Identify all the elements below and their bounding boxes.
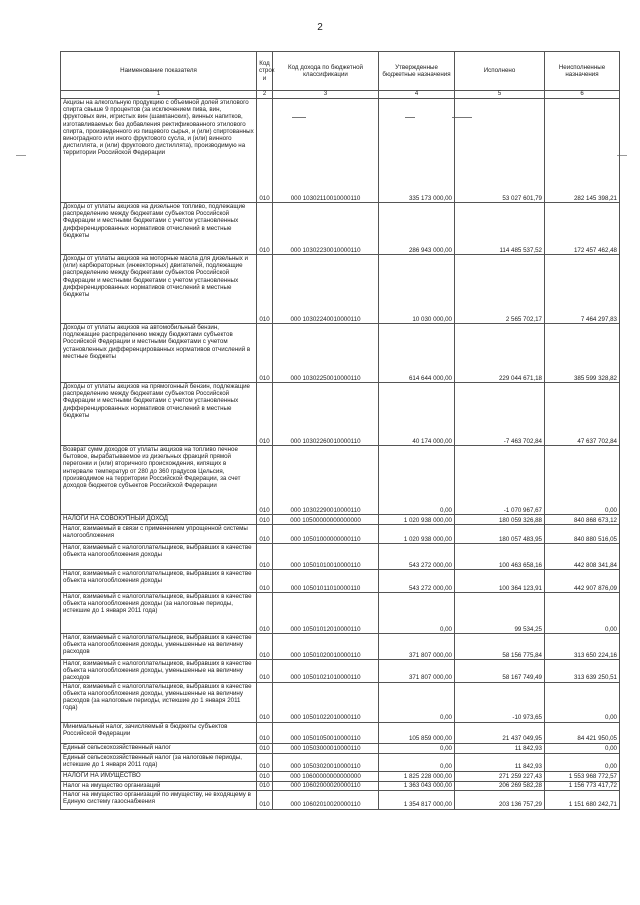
row-executed: -7 463 702,84 xyxy=(455,383,545,446)
row-executed: 206 269 582,28 xyxy=(455,781,545,790)
header-code: Код строк и xyxy=(257,52,273,91)
row-name: Налог, взимаемый в связи с применением упрощенной системы налогообложения xyxy=(61,525,257,544)
row-unexecuted: 1 151 680 242,71 xyxy=(545,790,620,809)
row-unexecuted: 0,00 xyxy=(545,753,620,771)
row-unexecuted: 0,00 xyxy=(545,743,620,753)
row-approved: 40 174 000,00 xyxy=(379,383,455,446)
row-approved: 614 644 000,00 xyxy=(379,324,455,383)
header-unexecuted: Неисполненные назначения xyxy=(545,52,620,91)
row-code: 010 xyxy=(257,324,273,383)
row-approved: 1 354 817 000,00 xyxy=(379,790,455,809)
row-code: 010 xyxy=(257,771,273,781)
row-executed: 114 485 537,52 xyxy=(455,203,545,255)
row-approved: 1 363 043 000,00 xyxy=(379,781,455,790)
column-number: 6 xyxy=(545,91,620,99)
row-code: 010 xyxy=(257,383,273,446)
row-executed: 180 059 326,88 xyxy=(455,515,545,525)
row-budget-code: 000 10501021010000110 xyxy=(273,660,379,683)
table-row xyxy=(61,446,620,515)
row-code: 010 xyxy=(257,446,273,515)
table-row xyxy=(61,743,620,753)
table-row xyxy=(61,634,620,660)
row-unexecuted: 47 637 702,84 xyxy=(545,383,620,446)
row-unexecuted: 1 553 968 772,57 xyxy=(545,771,620,781)
row-executed: 2 565 702,17 xyxy=(455,255,545,324)
row-unexecuted: 840 868 673,12 xyxy=(545,515,620,525)
row-name: Налог на имущество организаций xyxy=(61,781,257,790)
row-approved: 0,00 xyxy=(379,593,455,634)
row-unexecuted: 313 639 250,51 xyxy=(545,660,620,683)
row-executed: -1 070 967,67 xyxy=(455,446,545,515)
row-name: НАЛОГИ НА СОВОКУПНЫЙ ДОХОД xyxy=(61,515,257,525)
row-executed: 100 463 658,16 xyxy=(455,544,545,570)
table-row xyxy=(61,790,620,809)
row-name: Доходы от уплаты акцизов на прямогонный бензин, подлежащие распределению между бюджетами субъектов Российской Федерации и местными бюджетами с учетом установленных дифференцированных нормативов отчислений в местные бюджеты xyxy=(61,383,257,446)
row-budget-code: 000 10302230010000110 xyxy=(273,203,379,255)
row-approved: 543 272 000,00 xyxy=(379,544,455,570)
table-row xyxy=(61,383,620,446)
column-number: 3 xyxy=(273,91,379,99)
row-executed: -10 973,65 xyxy=(455,682,545,722)
row-code: 010 xyxy=(257,593,273,634)
table-row xyxy=(61,781,620,790)
row-executed: 271 259 227,43 xyxy=(455,771,545,781)
row-executed: 203 136 757,29 xyxy=(455,790,545,809)
table-row xyxy=(61,682,620,722)
row-unexecuted: 0,00 xyxy=(545,593,620,634)
row-approved: 286 943 000,00 xyxy=(379,203,455,255)
row-approved: 0,00 xyxy=(379,753,455,771)
row-budget-code: 000 10302290010000110 xyxy=(273,446,379,515)
row-code: 010 xyxy=(257,99,273,203)
table-row xyxy=(61,771,620,781)
row-code: 010 xyxy=(257,781,273,790)
row-unexecuted: 282 145 398,21 xyxy=(545,99,620,203)
row-name: Возврат сумм доходов от уплаты акцизов на топливо печное бытовое, вырабатываемое из дизельных фракций прямой перегонки и (или) вторичного происхождения, кипящих в интервале температур от 280 до 360 градусов Цельсия, производимое на территории Российской Федерации, за счет доходов бюджетов субъектов Российской Федерации xyxy=(61,446,257,515)
column-number: 4 xyxy=(379,91,455,99)
row-unexecuted: 1 156 773 417,72 xyxy=(545,781,620,790)
row-approved: 335 173 000,00 xyxy=(379,99,455,203)
column-number-row xyxy=(61,91,620,99)
row-unexecuted: 840 880 516,05 xyxy=(545,525,620,544)
column-number: 5 xyxy=(455,91,545,99)
row-code: 010 xyxy=(257,722,273,743)
row-name: НАЛОГИ НА ИМУЩЕСТВО xyxy=(61,771,257,781)
row-budget-code: 000 10503000010000110 xyxy=(273,743,379,753)
row-budget-code: 000 10602000020000110 xyxy=(273,781,379,790)
row-unexecuted: 172 457 462,48 xyxy=(545,203,620,255)
row-budget-code: 000 10501020010000110 xyxy=(273,634,379,660)
table-row xyxy=(61,660,620,683)
table-header-row xyxy=(61,52,620,91)
row-unexecuted: 0,00 xyxy=(545,446,620,515)
row-name: Акцизы на алкогольную продукцию с объемной долей этилового спирта свыше 9 процентов (за исключением пива, вин, фруктовых вин, игристых вин (шампанских), винных напитков, изготавливаемых без добавления ректификованного этилового спирта, произведенного из пищевого сырья, и (или) спиртованных виноградного или иного фруктового сусла, и (или) винного дистиллята, и (или) фруктового дистиллята), производимую на территории Российской Федерации xyxy=(61,99,257,203)
row-budget-code: 000 10501010010000110 xyxy=(273,544,379,570)
row-unexecuted: 7 464 297,83 xyxy=(545,255,620,324)
row-code: 010 xyxy=(257,790,273,809)
row-executed: 53 027 601,79 xyxy=(455,99,545,203)
row-budget-code: 000 10500000000000000 xyxy=(273,515,379,525)
row-code: 010 xyxy=(257,753,273,771)
row-code: 010 xyxy=(257,525,273,544)
row-approved: 0,00 xyxy=(379,682,455,722)
row-code: 010 xyxy=(257,634,273,660)
table-row xyxy=(61,593,620,634)
header-budget-code: Код дохода по бюджетной классификации xyxy=(273,52,379,91)
row-name: Налог, взимаемый с налогоплательщиков, выбравших в качестве объекта налогообложения доходы, уменьшенные на величину расходов xyxy=(61,634,257,660)
row-budget-code: 000 10501000000000110 xyxy=(273,525,379,544)
row-code: 010 xyxy=(257,203,273,255)
column-number: 2 xyxy=(257,91,273,99)
row-name: Минимальный налог, зачисляемый в бюджеты субъектов Российской Федерации xyxy=(61,722,257,743)
row-name: Единый сельскохозяйственный налог (за налоговые периоды, истекшие до 1 января 2011 года) xyxy=(61,753,257,771)
header-approved: Утвержденные бюджетные назначения xyxy=(379,52,455,91)
table-row xyxy=(61,525,620,544)
row-budget-code: 000 10302260010000110 xyxy=(273,383,379,446)
row-unexecuted: 0,00 xyxy=(545,682,620,722)
row-executed: 99 534,25 xyxy=(455,593,545,634)
row-approved: 371 807 000,00 xyxy=(379,634,455,660)
row-code: 010 xyxy=(257,544,273,570)
row-name: Доходы от уплаты акцизов на моторные масла для дизельных и (или) карбюраторных (инжекторных) двигателей, подлежащие распределению между бюджетами субъектов Российской Федерации и местными бюджетами с учетом установленных дифференцированных нормативов отчислений в местные бюджеты xyxy=(61,255,257,324)
table-row xyxy=(61,203,620,255)
row-executed: 58 167 749,49 xyxy=(455,660,545,683)
table-row xyxy=(61,255,620,324)
row-code: 010 xyxy=(257,255,273,324)
header-name: Наименование показателя xyxy=(61,52,257,91)
row-budget-code: 000 10503020010000110 xyxy=(273,753,379,771)
table-row xyxy=(61,544,620,570)
row-approved: 371 807 000,00 xyxy=(379,660,455,683)
table-row xyxy=(61,722,620,743)
row-executed: 229 044 671,18 xyxy=(455,324,545,383)
row-name: Налог, взимаемый с налогоплательщиков, выбравших в качестве объекта налогообложения доходы, уменьшенные на величину расходов (за налоговые периоды, истекшие до 1 января 2011 года) xyxy=(61,682,257,722)
row-approved: 0,00 xyxy=(379,743,455,753)
row-budget-code: 000 10501012010000110 xyxy=(273,593,379,634)
row-budget-code: 000 10302240010000110 xyxy=(273,255,379,324)
row-name: Налог на имущество организаций по имуществу, не входящему в Единую систему газоснабжения xyxy=(61,790,257,809)
row-budget-code: 000 10600000000000000 xyxy=(273,771,379,781)
row-approved: 10 030 000,00 xyxy=(379,255,455,324)
column-number: 1 xyxy=(61,91,257,99)
table-row xyxy=(61,515,620,525)
row-budget-code: 000 10501050010000110 xyxy=(273,722,379,743)
table-row xyxy=(61,570,620,593)
row-name: Единый сельскохозяйственный налог xyxy=(61,743,257,753)
row-budget-code: 000 10501022010000110 xyxy=(273,682,379,722)
row-approved: 1 020 938 000,00 xyxy=(379,525,455,544)
row-unexecuted: 313 650 224,16 xyxy=(545,634,620,660)
row-unexecuted: 442 907 876,09 xyxy=(545,570,620,593)
row-name: Налог, взимаемый с налогоплательщиков, выбравших в качестве объекта налогообложения доходы (за налоговые периоды, истекшие до 1 января 2011 года) xyxy=(61,593,257,634)
row-executed: 21 437 049,95 xyxy=(455,722,545,743)
header-executed: Исполнено xyxy=(455,52,545,91)
table-row xyxy=(61,324,620,383)
row-approved: 1 825 228 000,00 xyxy=(379,771,455,781)
row-unexecuted: 385 599 328,82 xyxy=(545,324,620,383)
row-name: Доходы от уплаты акцизов на дизельное топливо, подлежащие распределению между бюджетами субъектов Российской Федерации и местными бюджетами с учетом установленных дифференцированных нормативов отчислений в местные бюджеты xyxy=(61,203,257,255)
row-name: Доходы от уплаты акцизов на автомобильный бензин, подлежащие распределению между бюджетами субъектов Российской Федерации и местными бюджетами с учетом установленных дифференцированных нормативов отчислений в местные бюджеты xyxy=(61,324,257,383)
row-name: Налог, взимаемый с налогоплательщиков, выбравших в качестве объекта налогообложения доходы xyxy=(61,544,257,570)
row-executed: 100 364 123,91 xyxy=(455,570,545,593)
row-budget-code: 000 10602010020000110 xyxy=(273,790,379,809)
row-executed: 11 842,93 xyxy=(455,753,545,771)
row-budget-code: 000 10501011010000110 xyxy=(273,570,379,593)
row-code: 010 xyxy=(257,570,273,593)
row-approved: 1 020 938 000,00 xyxy=(379,515,455,525)
row-executed: 58 156 775,84 xyxy=(455,634,545,660)
margin-mark-left xyxy=(16,155,26,156)
row-name: Налог, взимаемый с налогоплательщиков, выбравших в качестве объекта налогообложения доходы, уменьшенные на величину расходов xyxy=(61,660,257,683)
row-executed: 180 057 483,95 xyxy=(455,525,545,544)
row-name: Налог, взимаемый с налогоплательщиков, выбравших в качестве объекта налогообложения доходы xyxy=(61,570,257,593)
row-budget-code: 000 10302250010000110 xyxy=(273,324,379,383)
row-budget-code: 000 10302110010000110 xyxy=(273,99,379,203)
table-row xyxy=(61,99,620,203)
row-code: 010 xyxy=(257,743,273,753)
row-code: 010 xyxy=(257,660,273,683)
row-unexecuted: 442 808 341,84 xyxy=(545,544,620,570)
row-unexecuted: 84 421 950,05 xyxy=(545,722,620,743)
row-approved: 105 859 000,00 xyxy=(379,722,455,743)
budget-execution-table xyxy=(60,51,620,810)
row-executed: 11 842,93 xyxy=(455,743,545,753)
table-row xyxy=(61,753,620,771)
row-approved: 543 272 000,00 xyxy=(379,570,455,593)
row-approved: 0,00 xyxy=(379,446,455,515)
page-number: 2 xyxy=(317,22,323,33)
row-code: 010 xyxy=(257,515,273,525)
row-code: 010 xyxy=(257,682,273,722)
